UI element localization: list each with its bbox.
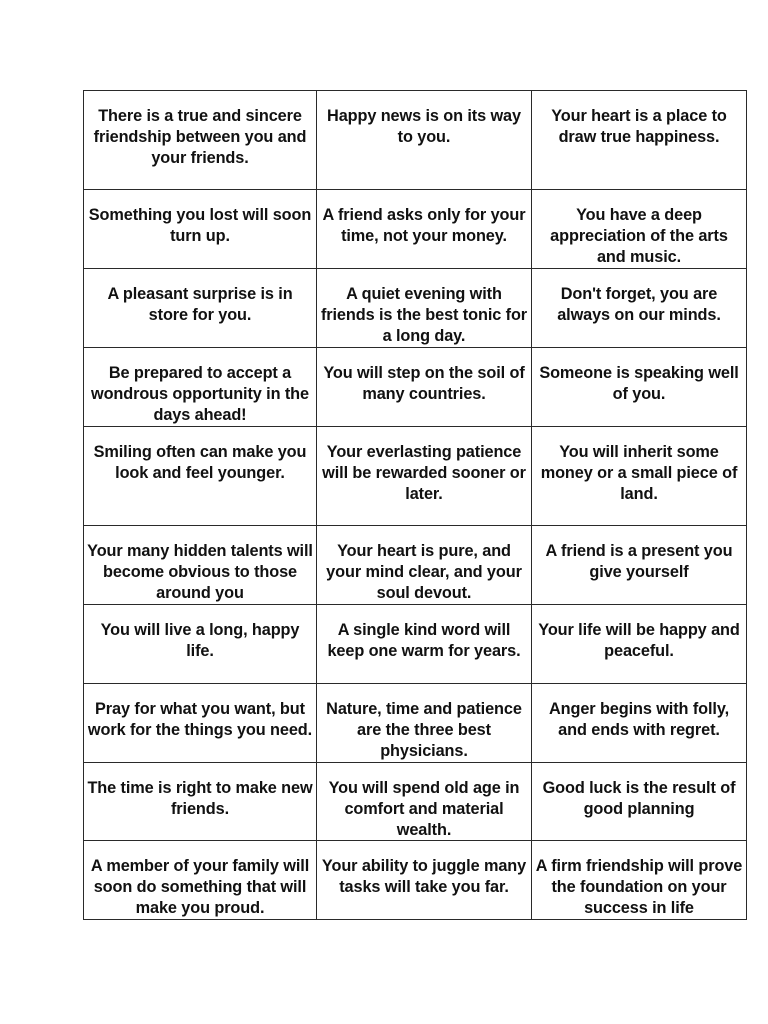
- fortune-cell: Pray for what you want, but work for the things you need.: [84, 684, 317, 763]
- table-row: [84, 91, 747, 190]
- fortune-cell: A single kind word will keep one warm for years.: [317, 605, 532, 684]
- fortune-cell: A member of your family will soon do something that will make you proud.: [84, 841, 317, 920]
- fortune-cell: A firm friendship will prove the foundation on your success in life: [532, 841, 747, 920]
- fortune-cell: You will spend old age in comfort and material wealth.: [317, 763, 532, 841]
- fortune-cell: Your heart is pure, and your mind clear, and your soul devout.: [317, 526, 532, 605]
- fortune-cell: Good luck is the result of good planning: [532, 763, 747, 841]
- fortune-cell: Anger begins with folly, and ends with regret.: [532, 684, 747, 763]
- fortune-cell: Your everlasting patience will be rewarded sooner or later.: [317, 427, 532, 526]
- table-row: [84, 526, 747, 605]
- fortune-cell: Your ability to juggle many tasks will take you far.: [317, 841, 532, 920]
- fortune-cell: Something you lost will soon turn up.: [84, 190, 317, 269]
- fortune-cell: A friend is a present you give yourself: [532, 526, 747, 605]
- fortune-cell: A friend asks only for your time, not your money.: [317, 190, 532, 269]
- fortune-cell: A pleasant surprise is in store for you.: [84, 269, 317, 348]
- fortune-cell: You will step on the soil of many countries.: [317, 348, 532, 427]
- table-row: [84, 427, 747, 526]
- fortune-cell: There is a true and sincere friendship between you and your friends.: [84, 91, 317, 190]
- fortune-cell: Be prepared to accept a wondrous opportunity in the days ahead!: [84, 348, 317, 427]
- table-row: [84, 348, 747, 427]
- fortune-cell: You have a deep appreciation of the arts and music.: [532, 190, 747, 269]
- fortune-cell: You will inherit some money or a small piece of land.: [532, 427, 747, 526]
- fortune-table: [83, 90, 747, 920]
- fortune-cell: Happy news is on its way to you.: [317, 91, 532, 190]
- fortune-cell: Your life will be happy and peaceful.: [532, 605, 747, 684]
- fortune-cell: Your heart is a place to draw true happiness.: [532, 91, 747, 190]
- fortune-cell: A quiet evening with friends is the best tonic for a long day.: [317, 269, 532, 348]
- fortune-cell: Your many hidden talents will become obvious to those around you: [84, 526, 317, 605]
- table-row: [84, 763, 747, 841]
- fortune-cell: Someone is speaking well of you.: [532, 348, 747, 427]
- fortune-cell: The time is right to make new friends.: [84, 763, 317, 841]
- fortune-cell: Nature, time and patience are the three best physicians.: [317, 684, 532, 763]
- table-row: [84, 190, 747, 269]
- fortune-cell: Don't forget, you are always on our minds.: [532, 269, 747, 348]
- table-row: [84, 269, 747, 348]
- fortune-cell: You will live a long, happy life.: [84, 605, 317, 684]
- table-row: [84, 841, 747, 920]
- table-row: [84, 605, 747, 684]
- table-row: [84, 684, 747, 763]
- fortune-cell: Smiling often can make you look and feel younger.: [84, 427, 317, 526]
